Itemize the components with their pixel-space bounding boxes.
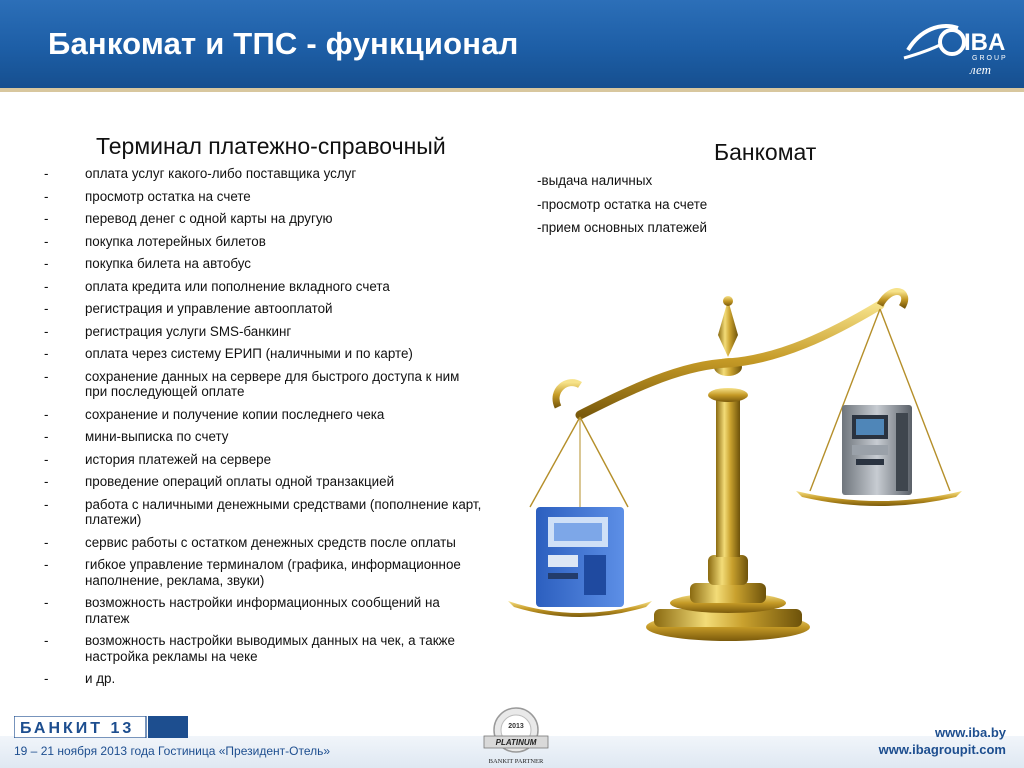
svg-text:2013: 2013 xyxy=(508,723,524,730)
terminal-function-text: покупка лотерейных билетов xyxy=(85,233,266,249)
terminal-function-item xyxy=(44,407,484,423)
terminal-function-item xyxy=(44,166,484,182)
terminal-function-text: мини-выписка по счету xyxy=(85,429,229,444)
bullet-dash: - xyxy=(44,496,49,512)
payment-terminal-icon xyxy=(536,507,624,607)
terminal-function-text: история платежей на сервере xyxy=(85,451,272,467)
header-band xyxy=(0,0,1024,88)
event-details: 19 – 21 ноября 2013 года Гостиница «Президент-Отель» xyxy=(14,744,331,758)
terminal-function-text: гибкое управление терминалом (графика, информационное наполнение, реклама, звуки) xyxy=(85,557,461,588)
website-link-ibagroupit[interactable]: www.ibagroupit.com xyxy=(878,742,1006,757)
svg-text:лет: лет xyxy=(970,62,991,77)
bullet-dash: - xyxy=(44,595,49,610)
bullet-dash: - xyxy=(44,188,49,204)
atm-function-item: -прием основных платежей xyxy=(537,220,707,235)
terminal-function-item xyxy=(44,429,484,445)
bullet-dash: - xyxy=(44,451,49,467)
terminal-function-item xyxy=(44,301,484,317)
bullet-dash: - xyxy=(44,557,49,572)
terminal-function-item xyxy=(44,189,484,205)
terminal-function-text: перевод денег с одной карты на другую xyxy=(85,211,333,226)
terminal-function-item xyxy=(44,474,484,490)
terminal-function-text: просмотр остатка на счете xyxy=(85,188,251,204)
terminal-function-text: оплата через систему ЕРИП (наличными и по карте) xyxy=(85,346,413,361)
bullet-dash: - xyxy=(44,534,49,550)
terminal-function-item xyxy=(44,671,484,687)
svg-text:PLATINUM: PLATINUM xyxy=(495,738,537,747)
bullet-dash: - xyxy=(44,256,49,271)
bankit-logo xyxy=(14,716,189,738)
terminal-function-item xyxy=(44,557,484,588)
bullet-dash: - xyxy=(44,474,49,489)
terminal-function-text: работа с наличными денежными средствами (пополнение карт, платежи) xyxy=(85,496,482,527)
terminal-function-item xyxy=(44,324,484,340)
terminal-function-item xyxy=(44,633,484,664)
terminal-function-text: регистрация услуги SMS-банкинг xyxy=(85,323,292,339)
website-link-iba[interactable]: www.iba.by xyxy=(934,725,1006,740)
svg-text:IBA: IBA xyxy=(964,29,1006,56)
bullet-dash: - xyxy=(44,301,49,316)
terminal-function-text: оплата кредита или пополнение вкладного счета xyxy=(85,278,390,294)
terminal-function-item xyxy=(44,256,484,272)
terminal-functions-list xyxy=(44,166,484,694)
terminal-function-text: сервис работы с остатком денежных средств после оплаты xyxy=(85,534,456,550)
terminal-function-item xyxy=(44,234,484,250)
terminal-function-item xyxy=(44,211,484,227)
bullet-dash: - xyxy=(44,346,49,361)
terminal-function-text: возможность настройки информационных сообщений на платеж xyxy=(85,595,440,626)
svg-text:GROUP: GROUP xyxy=(972,55,1008,62)
header-rule xyxy=(0,88,1024,92)
terminal-function-text: оплата услуг какого-либо поставщика услуг xyxy=(85,166,357,181)
terminal-function-text: покупка билета на автобус xyxy=(85,256,251,271)
atm-function-item: -просмотр остатка на счете xyxy=(537,196,708,212)
terminal-function-text: возможность настройки выводимых данных на чек, а также настройка рекламы на чеке xyxy=(85,633,455,664)
terminal-function-text: проведение операций оплаты одной транзакцией xyxy=(85,474,395,489)
terminal-function-item xyxy=(44,452,484,468)
terminal-function-item xyxy=(44,535,484,551)
bullet-dash: - xyxy=(44,406,49,422)
slide-title: Банкомат и ТПС - функционал xyxy=(48,26,519,61)
iba-logo xyxy=(900,10,1020,80)
svg-text:BANKIT PARTNER: BANKIT PARTNER xyxy=(488,758,544,765)
terminal-function-text: и др. xyxy=(85,671,116,686)
bullet-dash: - xyxy=(44,429,49,444)
terminal-function-item xyxy=(44,346,484,362)
bullet-dash: - xyxy=(44,211,49,226)
bullet-dash: - xyxy=(44,671,49,686)
svg-text:БАНКИТ 13: БАНКИТ 13 xyxy=(20,720,135,737)
balance-scales-icon xyxy=(500,265,1000,655)
bullet-dash: - xyxy=(44,368,49,384)
terminal-heading: Терминал платежно-справочный xyxy=(96,133,446,159)
bullet-dash: - xyxy=(44,233,49,249)
terminal-function-text: сохранение данных на сервере для быстрого доступа к ним при последующей оплате xyxy=(85,368,460,399)
terminal-function-item xyxy=(44,279,484,295)
platinum-partner-badge xyxy=(476,706,556,768)
terminal-function-text: регистрация и управление автооплатой xyxy=(85,301,333,316)
atm-function-item: -выдача наличных xyxy=(537,173,653,188)
terminal-function-text: сохранение и получение копии последнего чека xyxy=(85,406,385,422)
bullet-dash: - xyxy=(44,323,49,339)
bullet-dash: - xyxy=(44,166,49,181)
terminal-function-item xyxy=(44,369,484,400)
bullet-dash: - xyxy=(44,633,49,648)
atm-icon xyxy=(842,405,912,495)
atm-functions-list xyxy=(537,173,707,244)
terminal-function-item xyxy=(44,497,484,528)
terminal-function-item xyxy=(44,595,484,626)
atm-heading: Банкомат xyxy=(714,139,817,165)
bullet-dash: - xyxy=(44,278,49,294)
